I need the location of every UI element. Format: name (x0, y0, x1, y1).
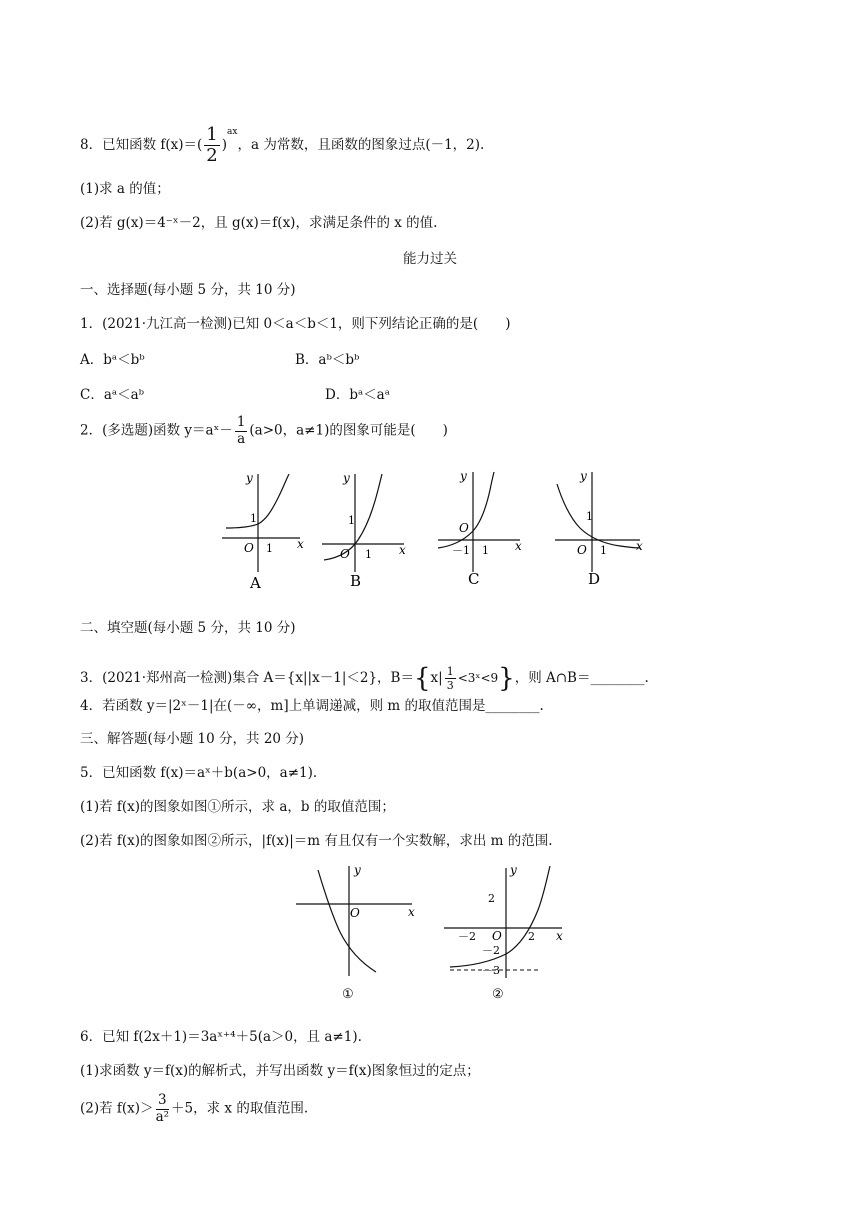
graph-b[interactable] (322, 471, 406, 590)
section-choice: 一、选择题(每小题 5 分，共 10 分) (80, 282, 296, 298)
svg-text:O: O (244, 541, 254, 555)
q6-part1: (1)求函数 y＝f(x)的解析式，并写出函数 y＝f(x)图象恒过的定点； (80, 1063, 480, 1079)
q8-frac-num: 1 (206, 124, 218, 145)
q1-option-c[interactable]: C．aᵃ＜aᵇ (80, 387, 145, 403)
svg-text:－2: －2 (458, 930, 476, 943)
q8-frac-den: 2 (206, 145, 218, 166)
q2-frac-den: a (237, 430, 246, 447)
q2-fraction (235, 416, 248, 446)
svg-text:O: O (340, 547, 350, 561)
q5-part1: (1)若 f(x)的图象如图①所示，求 a，b 的取值范围； (80, 799, 395, 815)
svg-text:O: O (492, 929, 502, 943)
graph-a[interactable] (222, 471, 304, 592)
q8-suffix: ，a 为常数，且函数的图象过点(－1，2). (237, 137, 485, 153)
q1-option-a[interactable]: A．bᵃ＜bᵇ (80, 352, 145, 368)
svg-text:1: 1 (600, 544, 607, 557)
q8-exp: ax (227, 126, 238, 137)
q8-close: ) (221, 137, 228, 153)
svg-text:1: 1 (482, 544, 489, 557)
svg-text:1: 1 (586, 510, 593, 523)
q1-stem: 1．(2021·九江高一检测)已知 0＜a＜b＜1，则下列结论正确的是( ) (80, 316, 511, 332)
svg-text:1: 1 (250, 512, 257, 525)
q1-option-d[interactable]: D．bᵃ＜aᵃ (325, 387, 390, 403)
q6-part2-suffix: ＋5，求 x 的取值范围. (171, 1100, 309, 1117)
figure-2 (444, 863, 563, 1002)
q3-stem (80, 663, 649, 694)
q3-suffix: ，则 A∩B＝________. (514, 670, 649, 686)
q8-part2: (2)若 g(x)＝4⁻ˣ－2，且 g(x)＝f(x)，求满足条件的 x 的值. (80, 215, 438, 231)
section-title: 能力过关 (403, 251, 457, 267)
q6-part2 (80, 1094, 308, 1124)
svg-text:2: 2 (488, 892, 495, 905)
svg-text:1: 1 (266, 542, 273, 555)
q3-set-x: x| (430, 670, 443, 686)
svg-text:x: x (515, 539, 522, 553)
q2-prefix: 2．(多选题)函数 y＝aˣ－ (80, 422, 233, 439)
svg-text:y: y (246, 471, 253, 485)
svg-text:O: O (577, 543, 587, 557)
svg-text:1: 1 (348, 514, 355, 527)
q5-figures (0, 860, 860, 1010)
q5-part2: (2)若 f(x)的图象如图②所示，|f(x)|＝m 有且仅有一个实数解，求出 m 的范围. (80, 833, 553, 849)
q3-prefix: 3．(2021·郑州高一检测)集合 A＝{x||x－1|＜2}，B＝ (80, 670, 414, 686)
section-fill: 二、填空题(每小题 5 分，共 10 分) (80, 620, 296, 636)
q8-prefix: 8．已知函数 f(x)＝( (80, 137, 203, 153)
q3-frac-num: 1 (446, 665, 454, 678)
q8-part1: (1)求 a 的值； (80, 181, 170, 197)
q2-stem (80, 416, 448, 446)
q6-frac-den: a² (155, 1108, 170, 1125)
svg-text:－1: －1 (452, 544, 470, 557)
svg-text:y: y (460, 469, 467, 483)
svg-text:y: y (580, 469, 587, 483)
figure-1 (296, 863, 415, 1002)
q3-set-rest: <3ˣ<9 (457, 671, 499, 685)
q3-brace-open: { (413, 663, 431, 694)
svg-text:x: x (399, 543, 406, 557)
svg-text:②: ② (492, 987, 504, 1002)
q8-stem (80, 126, 484, 165)
q1-option-b[interactable]: B．aᵇ＜bᵇ (295, 352, 360, 368)
svg-text:A: A (250, 574, 261, 592)
q2-frac-num: 1 (236, 414, 246, 430)
svg-text:O: O (459, 521, 469, 535)
q2-graphs (0, 460, 860, 600)
svg-text:y: y (343, 471, 350, 485)
q4-stem: 4．若函数 y＝|2ˣ－1|在(－∞，m]上单调递减，则 m 的取值范围是________. (80, 698, 544, 714)
q6-stem: 6．已知 f(2x＋1)＝3aˣ⁺⁴＋5(a＞0，且 a≠1). (80, 1029, 362, 1045)
q3-fraction (445, 666, 456, 691)
q3-brace-close: } (498, 663, 515, 694)
section-answer: 三、解答题(每小题 10 分，共 20 分) (80, 731, 305, 747)
q3-frac-den: 3 (446, 679, 454, 692)
svg-text:D: D (588, 570, 601, 588)
svg-text:－3: －3 (482, 964, 500, 977)
q5-stem: 5．已知函数 f(x)＝aˣ＋b(a>0，a≠1). (80, 765, 318, 781)
svg-text:x: x (636, 539, 643, 553)
svg-text:①: ① (342, 987, 354, 1002)
fig1-x: x (408, 905, 415, 919)
svg-text:－2: －2 (482, 944, 500, 957)
svg-text:1: 1 (365, 548, 372, 561)
svg-text:x: x (556, 929, 563, 943)
svg-text:C: C (468, 570, 480, 588)
q6-frac-num: 3 (156, 1094, 169, 1110)
fig1-y: y (354, 863, 361, 877)
svg-text:2: 2 (528, 930, 535, 943)
q8-fraction (204, 126, 219, 165)
svg-text:x: x (297, 537, 304, 551)
q2-suffix: (a>0，a≠1)的图象可能是( ) (249, 422, 448, 439)
fig1-origin: O (350, 906, 360, 920)
svg-text:y: y (510, 863, 517, 877)
q6-part2-prefix: (2)若 f(x)＞ (80, 1100, 154, 1117)
svg-text:B: B (350, 572, 362, 590)
graph-c[interactable] (438, 469, 522, 588)
q6-fraction (156, 1094, 169, 1124)
graph-d[interactable] (555, 469, 643, 588)
